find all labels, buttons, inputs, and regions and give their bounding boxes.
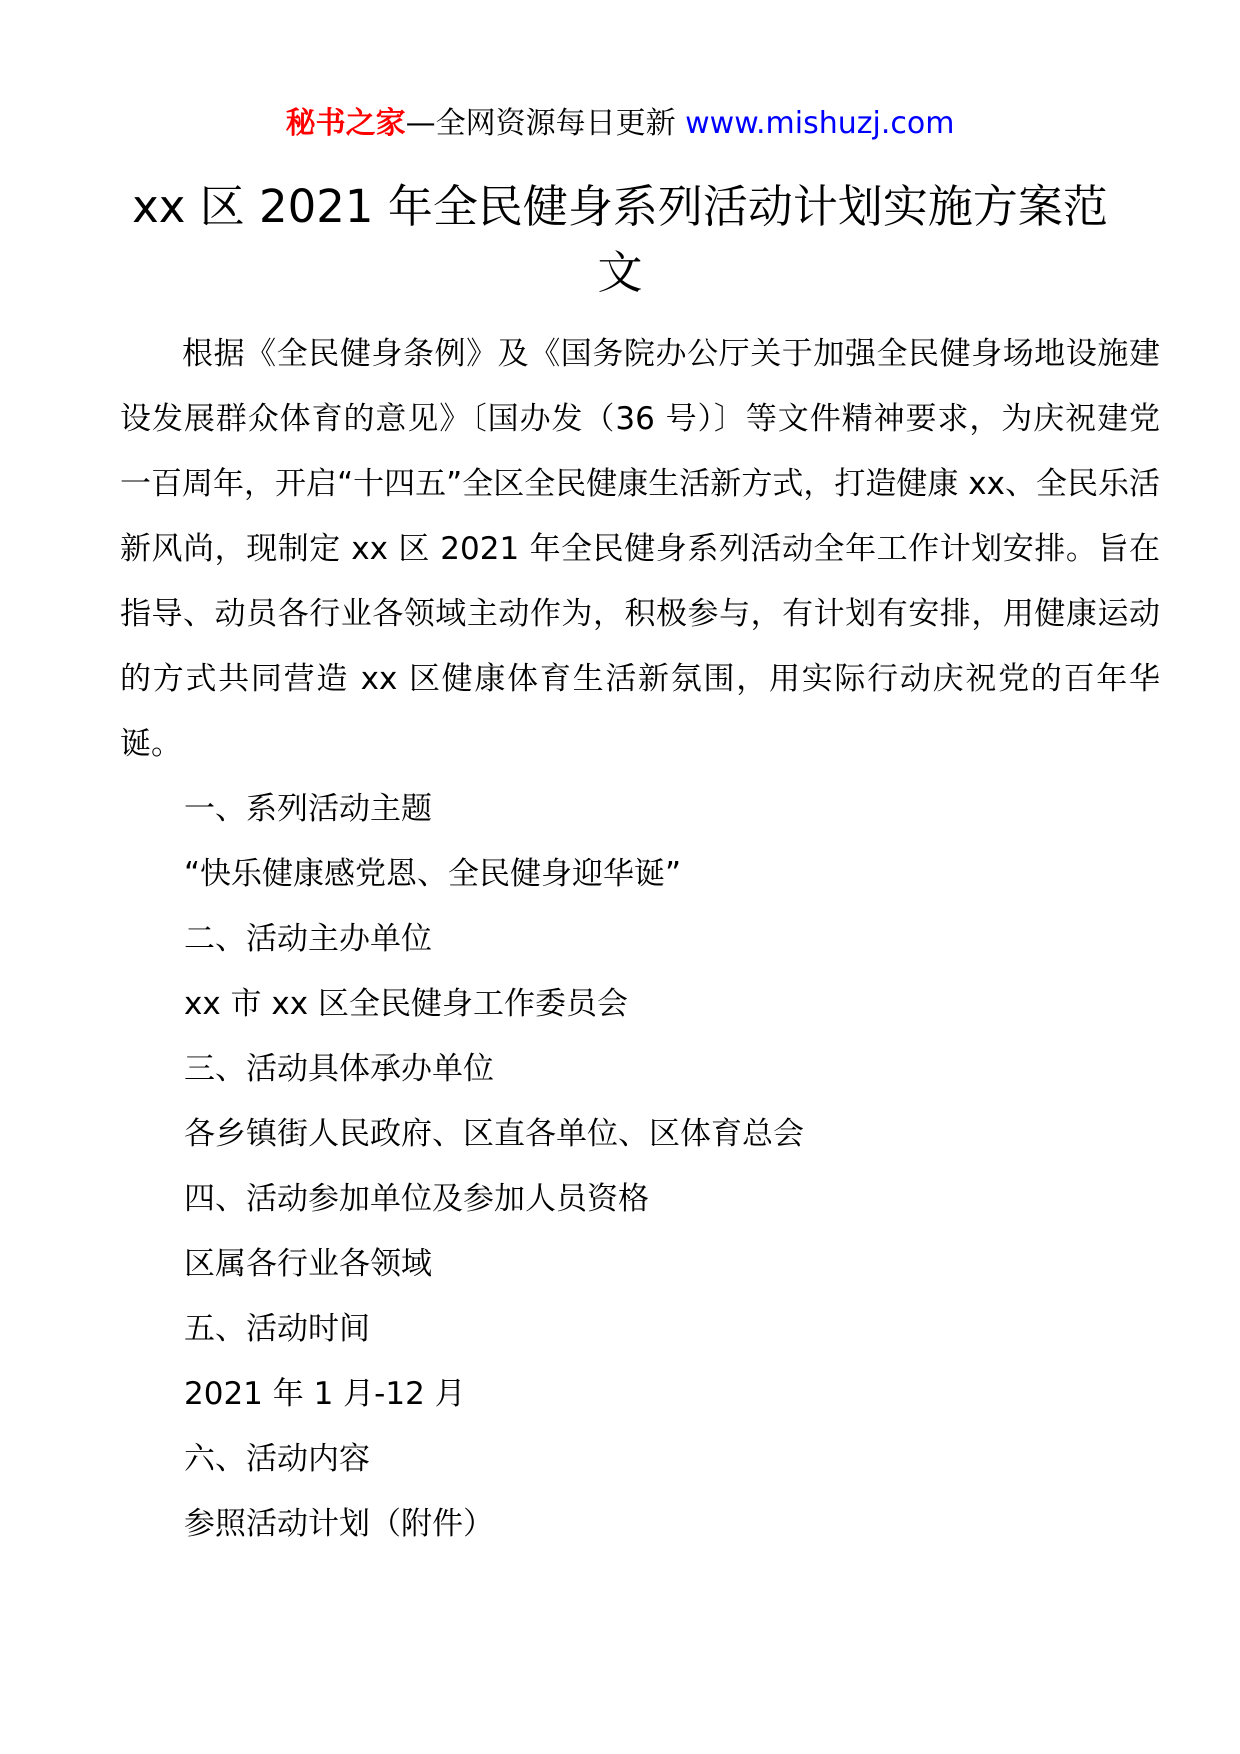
section-heading-theme: 一、系列活动主题: [184, 791, 432, 827]
section-content-organizer: xx 市 xx 区全民健身工作委员会: [184, 986, 628, 1022]
section-heading-participants: 四、活动参加单位及参加人员资格: [184, 1181, 649, 1217]
section-content-host: 各乡镇街人民政府、区直各单位、区体育总会: [184, 1116, 804, 1152]
section-heading-organizer: 二、活动主办单位: [184, 921, 432, 957]
intro-paragraph: 根据《全民健身条例》及《国务院办公厅关于加强全民健身场地设施建设发展群众体育的意见》〔国办发（36 号）〕等文件精神要求，为庆祝建党一百周年，开启“十四五”全区全民健康生活新方式，打造健康 xx、全民乐活新风尚，现制定 xx 区 2021 年全民健身系列活动全年工作计划安排。旨在指导、动员各行业各领域主动作为，积极参与，有计划有安排，用健康运动的方式共同营造 xx 区健康体育生活新氛围，用实际行动庆祝党的百年华诞。: [120, 336, 1160, 762]
site-tagline: —全网资源每日更新: [405, 106, 686, 141]
site-url-link[interactable]: www.mishuzj.com: [685, 106, 955, 141]
section-content-participants: 区属各行业各领域: [184, 1246, 432, 1282]
section-heading-content: 六、活动内容: [184, 1441, 370, 1477]
section-content-theme: “快乐健康感党恩、全民健身迎华诞”: [184, 856, 682, 892]
section-heading-host: 三、活动具体承办单位: [184, 1051, 494, 1087]
site-brand: 秘书之家: [285, 106, 406, 141]
section-heading-time: 五、活动时间: [184, 1311, 370, 1347]
site-header: [0, 100, 1240, 148]
section-content-content: 参照活动计划（附件）: [184, 1506, 494, 1542]
document-title: xx 区 2021 年全民健身系列活动计划实施方案范文: [132, 180, 1108, 299]
section-content-time: 2021 年 1 月-12 月: [184, 1376, 466, 1412]
document-body: [120, 322, 1160, 1557]
